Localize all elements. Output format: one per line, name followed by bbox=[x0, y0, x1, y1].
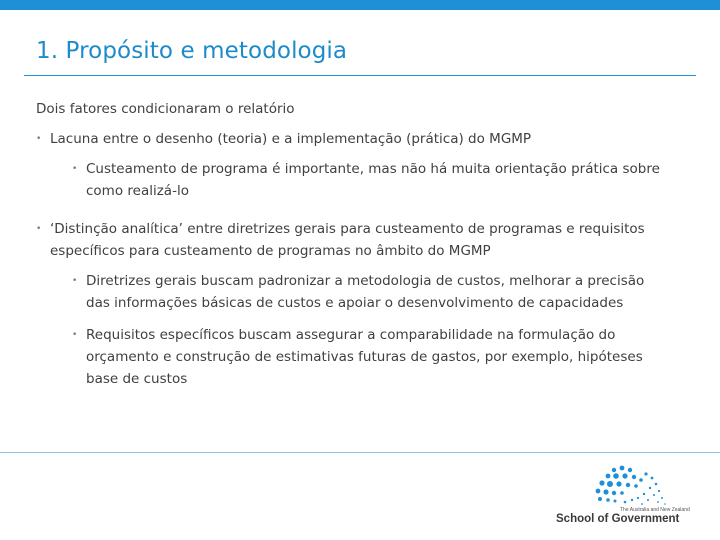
bullet-item bbox=[36, 128, 666, 150]
sub-bullet-item bbox=[36, 324, 666, 390]
logo-subtext: The Australia and New Zealand bbox=[620, 507, 690, 513]
school-of-government-logo bbox=[552, 464, 716, 534]
bullet-text: Lacuna entre o desenho (teoria) e a implementação (prática) do MGMP bbox=[50, 131, 532, 147]
dot-swirl-icon bbox=[552, 464, 716, 510]
bullet-marker: • bbox=[36, 134, 42, 144]
bullet-marker: • bbox=[36, 224, 42, 234]
bullet-marker: • bbox=[72, 164, 78, 174]
slide-title: 1. Propósito e metodologia bbox=[36, 38, 348, 64]
title-divider bbox=[24, 75, 696, 76]
sub-bullet-text: Custeamento de programa é importante, mas não há muita orientação prática sobre como realizá-lo bbox=[86, 161, 660, 199]
bullet-item bbox=[36, 218, 666, 262]
slide-body bbox=[36, 98, 666, 400]
sub-bullet-text: Requisitos específicos buscam assegurar a comparabilidade na formulação do orçamento e construção de estimativas futuras de gastos, por exemplo, hipóteses base de custos bbox=[86, 327, 643, 387]
bullet-marker: • bbox=[72, 330, 78, 340]
sub-bullet-item bbox=[36, 270, 666, 314]
bullet-marker: • bbox=[72, 276, 78, 286]
sub-bullet-item bbox=[36, 158, 666, 202]
logo-wordmark: School of Government bbox=[556, 513, 680, 525]
top-accent-bar bbox=[0, 0, 720, 10]
footer-divider bbox=[0, 452, 720, 453]
sub-bullet-text: Diretrizes gerais buscam padronizar a metodologia de custos, melhorar a precisão das informações básicas de custos e apoiar o desenvolvimento de capacidades bbox=[86, 273, 645, 311]
bullet-text: ‘Distinção analítica’ entre diretrizes gerais para custeamento de programas e requisitos específicos para custeamento de programas no âmbito do MGMP bbox=[50, 221, 645, 259]
intro-text: Dois fatores condicionaram o relatório bbox=[36, 101, 295, 117]
